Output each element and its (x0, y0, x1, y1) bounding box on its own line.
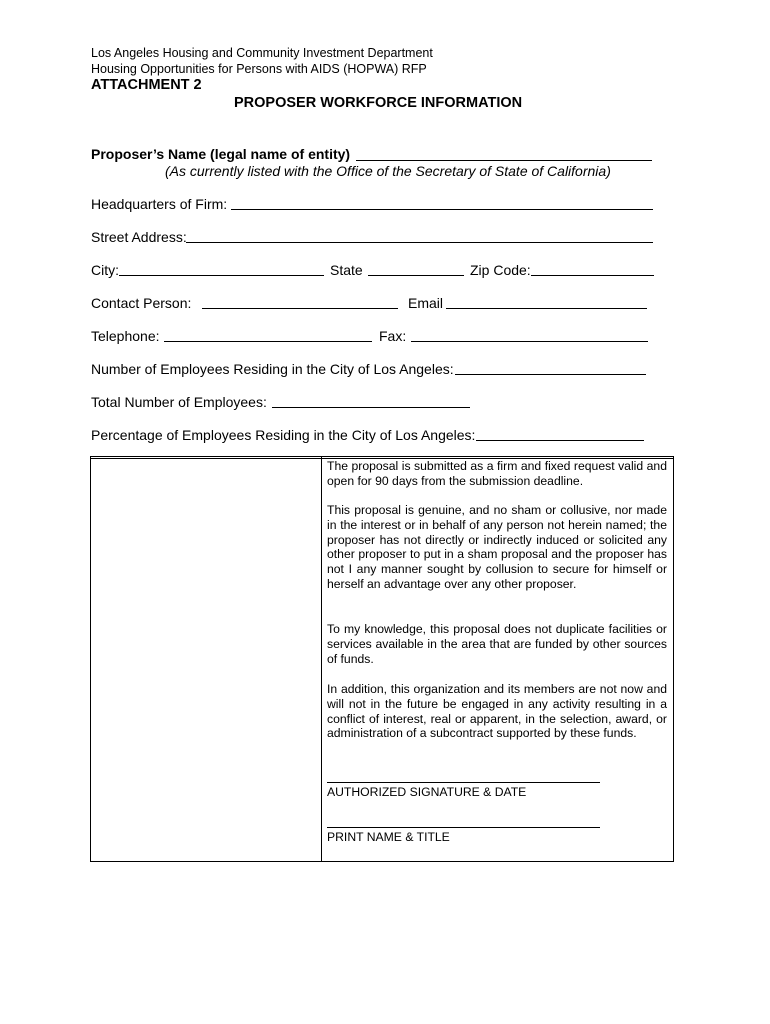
authorized-signature-field[interactable] (327, 782, 600, 783)
street-address-label: Street Address: (91, 229, 187, 245)
total-employees-field[interactable] (272, 407, 470, 408)
headquarters-label: Headquarters of Firm: (91, 196, 228, 212)
department-name: Los Angeles Housing and Community Investment Department (91, 46, 433, 60)
statement-genuine: This proposal is genuine, and no sham or collusive, nor made in the interest or in behalf of any person not herein named; the proposer has not directly or indirectly induced or solicited any other proposer to put in a sham proposal and the proposer has not I any manner sought by collusion to secure for himself or herself an advantage over any other proposer. (327, 503, 667, 591)
email-field[interactable] (446, 308, 647, 309)
print-name-field[interactable] (327, 827, 600, 828)
telephone-label: Telephone: (91, 328, 160, 344)
percent-employees-la-label: Percentage of Employees Residing in the City of Los Angeles: (91, 427, 476, 443)
zip-code-field[interactable] (531, 275, 654, 276)
fax-field[interactable] (411, 341, 648, 342)
attachment-label: ATTACHMENT 2 (91, 77, 202, 93)
city-label: City: (91, 262, 119, 278)
telephone-field[interactable] (164, 341, 372, 342)
rfp-name: Housing Opportunities for Persons with AIDS (HOPWA) RFP (91, 62, 427, 76)
authorized-signature-caption: AUTHORIZED SIGNATURE & DATE (327, 785, 527, 799)
headquarters-field[interactable] (231, 209, 653, 210)
employees-la-field[interactable] (455, 374, 646, 375)
total-employees-label: Total Number of Employees: (91, 394, 267, 410)
proposer-name-note: (As currently listed with the Office of the Secretary of State of California) (165, 163, 611, 179)
proposer-name-field[interactable] (356, 160, 652, 161)
statement-validity: The proposal is submitted as a firm and fixed request valid and open for 90 days from the submission deadline. (327, 459, 667, 488)
page-title: PROPOSER WORKFORCE INFORMATION (234, 95, 523, 111)
percent-employees-la-field[interactable] (476, 440, 644, 441)
state-field[interactable] (368, 275, 464, 276)
print-name-caption: PRINT NAME & TITLE (327, 830, 450, 844)
email-label: Email (408, 295, 444, 311)
city-field[interactable] (119, 275, 324, 276)
fax-label: Fax: (379, 328, 407, 344)
zip-code-label: Zip Code: (470, 262, 531, 278)
statement-no-duplication: To my knowledge, this proposal does not duplicate facilities or services available in the area that are funded by other sources of funds. (327, 622, 667, 666)
certification-divider (321, 456, 322, 862)
street-address-field[interactable] (186, 242, 653, 243)
contact-person-label: Contact Person: (91, 295, 192, 311)
proposer-name-label: Proposer’s Name (legal name of entity) (91, 146, 351, 162)
contact-person-field[interactable] (202, 308, 398, 309)
statement-conflict-of-interest: In addition, this organization and its members are not now and will not in the future be engaged in any activity resulting in a conflict of interest, real or apparent, in the selection, award, or administration of a subcontract supported by these funds. (327, 682, 667, 741)
state-label: State (330, 262, 363, 278)
employees-la-label: Number of Employees Residing in the City of Los Angeles: (91, 361, 454, 377)
